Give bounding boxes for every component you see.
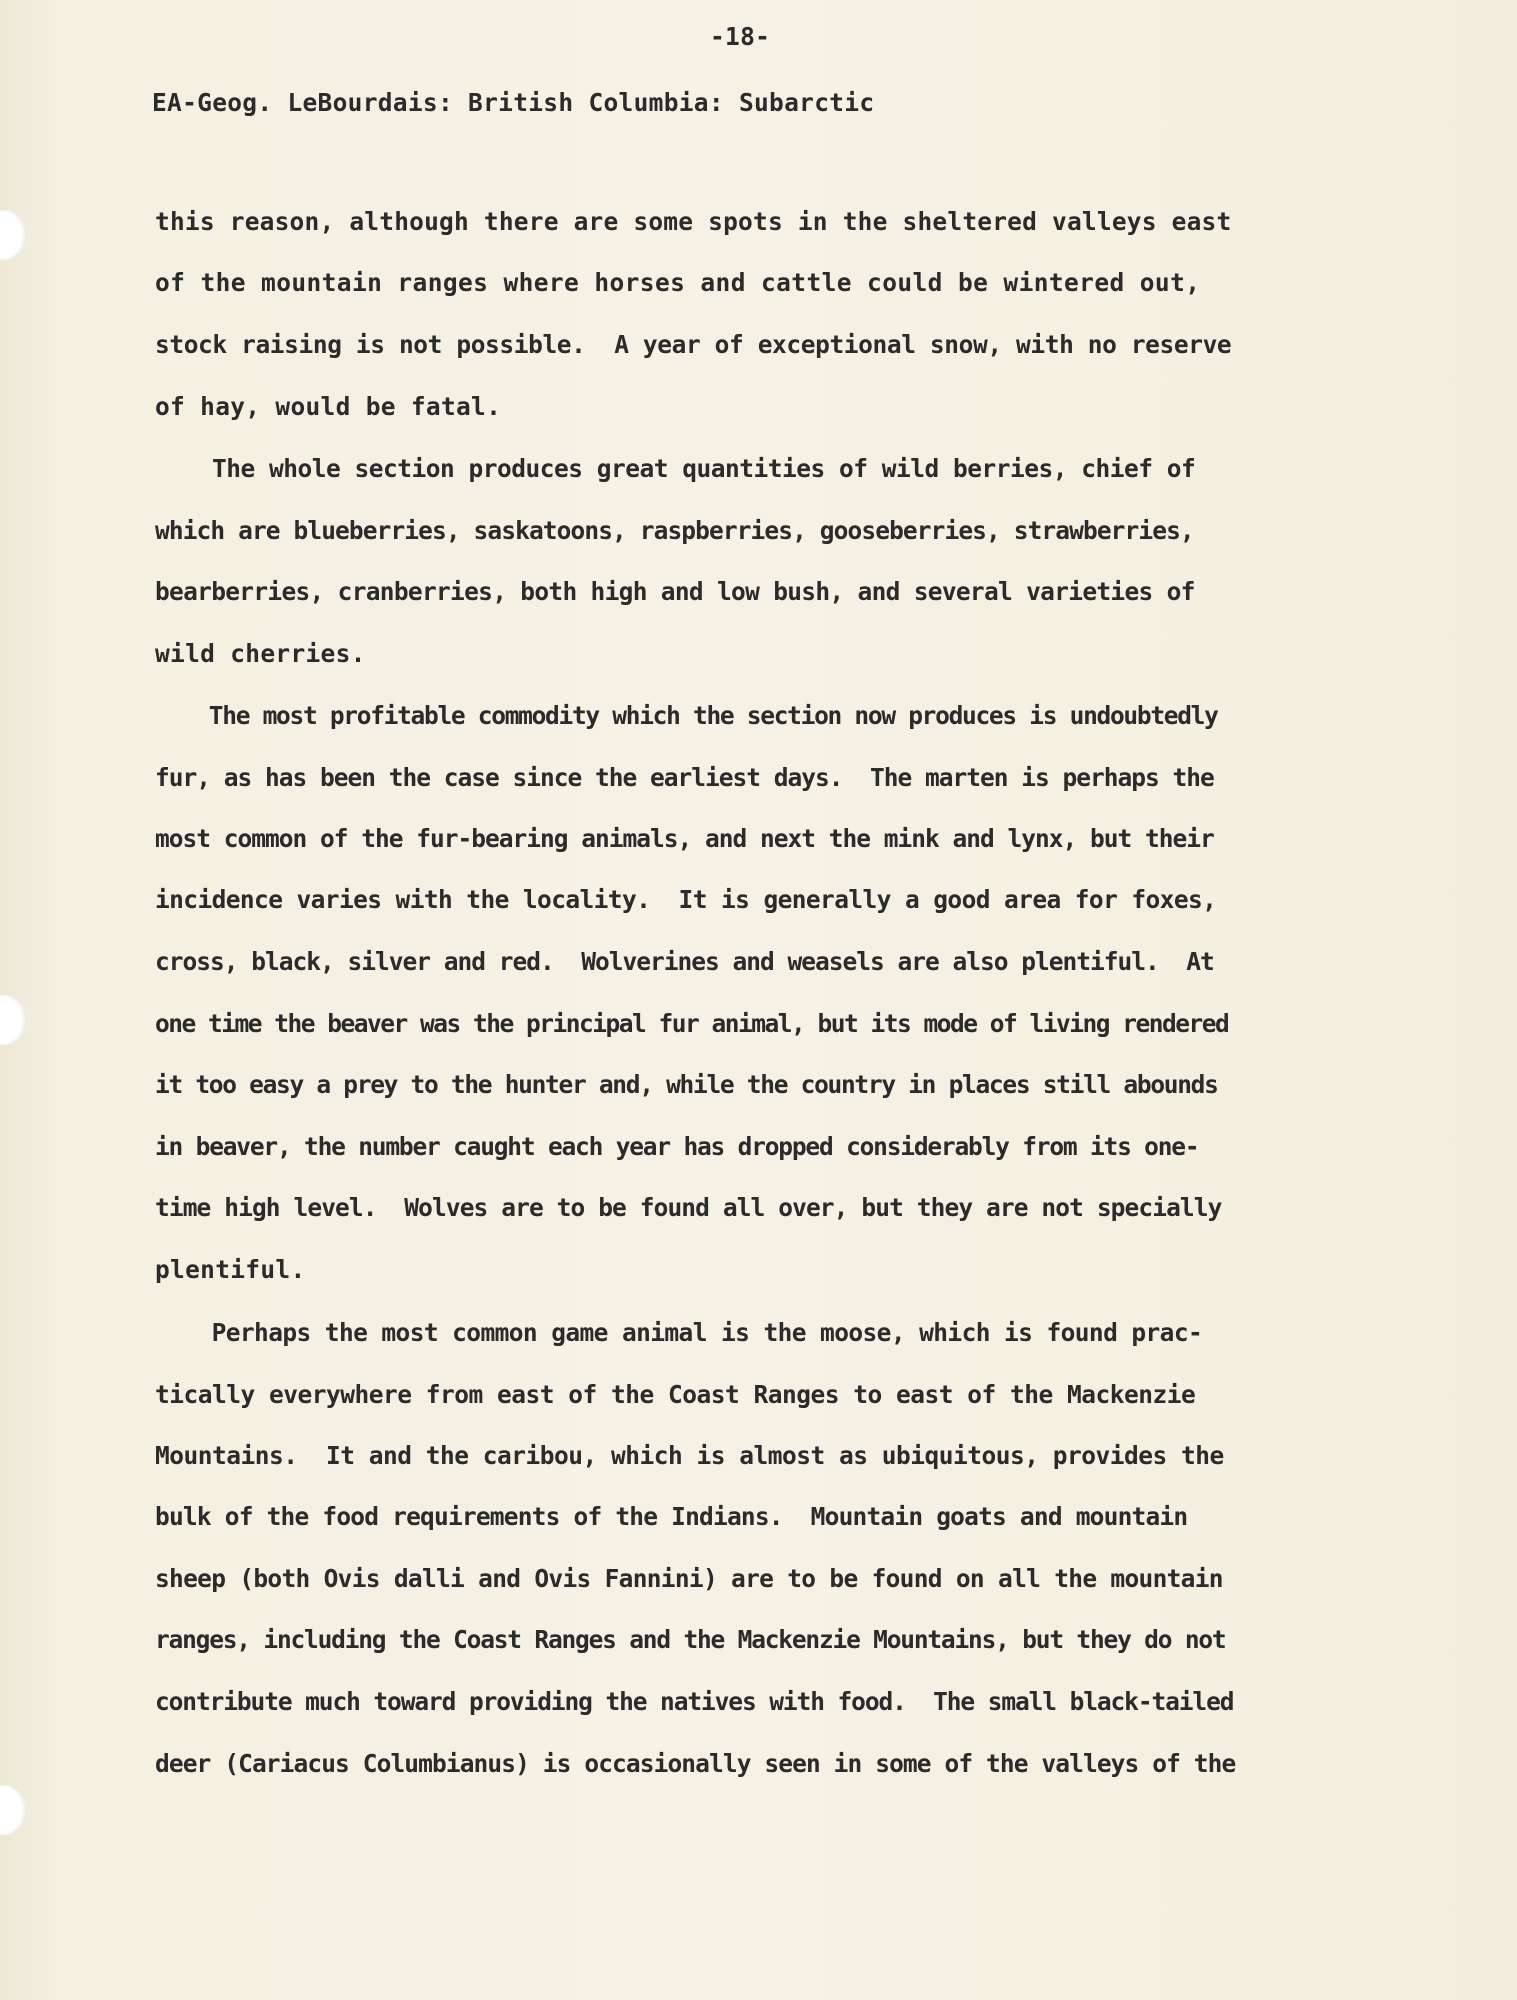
text-line: sheep (both Ovis dalli and Ovis Fannini) are to be found on all the mountain (155, 1564, 1223, 1593)
text-line: The most profitable commodity which the section now produces is undoubtedly (155, 701, 1218, 730)
page-number: -18- (710, 22, 771, 51)
text-line: plentiful. (155, 1255, 306, 1284)
text-line: incidence varies with the locality. It is generally a good area for foxes, (155, 885, 1217, 914)
text-line: tically everywhere from east of the Coast Ranges to east of the Mackenzie (155, 1380, 1196, 1409)
text-line: Perhaps the most common game animal is the moose, which is found prac- (155, 1318, 1203, 1347)
text-line: deer (Cariacus Columbianus) is occasionally seen in some of the valleys of the (155, 1749, 1236, 1778)
punch-hole (0, 995, 26, 1045)
punch-hole (0, 210, 26, 260)
text-line: wild cherries. (155, 639, 366, 668)
text-line: of the mountain ranges where horses and cattle could be wintered out, (155, 268, 1201, 297)
text-line: bulk of the food requirements of the Indians. Mountain goats and mountain (155, 1502, 1188, 1531)
text-line: The whole section produces great quantities of wild berries, chief of (155, 454, 1196, 483)
text-line: of hay, would be fatal. (155, 392, 502, 421)
text-line: this reason, although there are some spots in the sheltered valleys east (155, 207, 1232, 236)
text-line: cross, black, silver and red. Wolverines and weasels are also plentiful. At (155, 947, 1214, 976)
text-line: which are blueberries, saskatoons, raspberries, gooseberries, strawberries, (155, 516, 1194, 545)
text-line: time high level. Wolves are to be found all over, but they are not specially (155, 1193, 1222, 1222)
text-line: contribute much toward providing the natives with food. The small black-tailed (155, 1687, 1234, 1716)
text-line: stock raising is not possible. A year of exceptional snow, with no reserve (155, 330, 1232, 359)
running-header: EA-Geog. LeBourdais: British Columbia: Subarctic (152, 88, 875, 117)
text-line: in beaver, the number caught each year has dropped considerably from its one- (155, 1132, 1199, 1161)
text-line: fur, as has been the case since the earliest days. The marten is perhaps the (155, 763, 1214, 792)
text-line: bearberries, cranberries, both high and low bush, and several varieties of (155, 577, 1195, 606)
text-line: ranges, including the Coast Ranges and the Mackenzie Mountains, but they do not (155, 1625, 1226, 1654)
text-line: most common of the fur-bearing animals, and next the mink and lynx, but their (155, 824, 1214, 853)
text-line: it too easy a prey to the hunter and, while the country in places still abounds (155, 1070, 1218, 1099)
punch-hole (0, 1785, 26, 1835)
text-line: Mountains. It and the caribou, which is almost as ubiquitous, provides the (155, 1441, 1224, 1470)
text-line: one time the beaver was the principal fur animal, but its mode of living rendered (155, 1009, 1229, 1038)
